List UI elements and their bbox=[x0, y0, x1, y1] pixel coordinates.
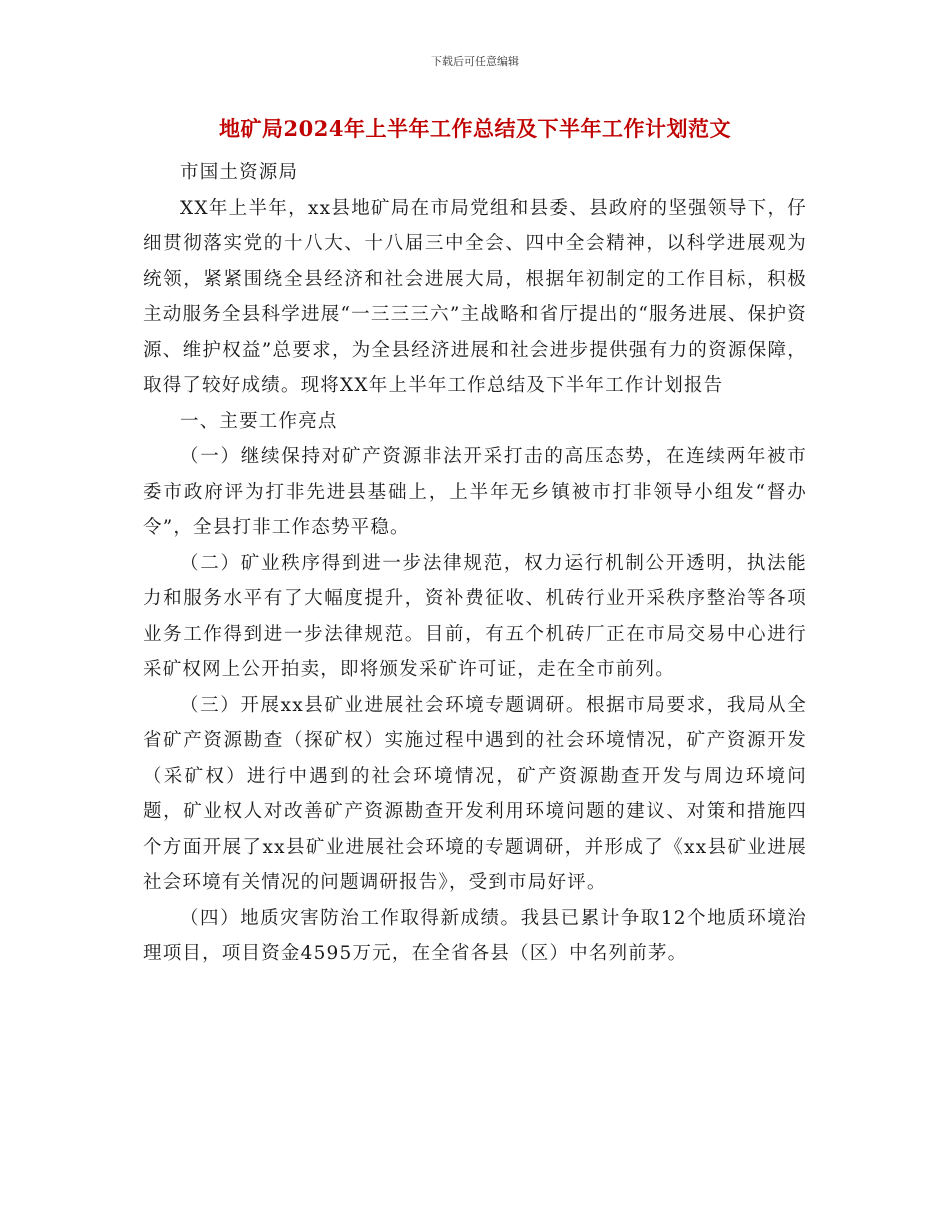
section-heading: 一、主要工作亮点 bbox=[180, 410, 338, 432]
paragraph-recipient: 市国土资源局 bbox=[180, 162, 299, 183]
document-title: 地矿局2024年上半年工作总结及下半年工作计划范文 bbox=[219, 116, 731, 141]
paragraph-item-4: （四）地质灾害防治工作取得新成绩。我县已累计争取12个地质环境治理项目，项目资金4595万元，在全省各县（区）中名列前茅。 bbox=[143, 907, 807, 964]
header-note: 下载后可任意编辑 bbox=[431, 55, 519, 68]
paragraph-item-3: （三）开展xx县矿业进展社会环境专题调研。根据市局要求，我局从全省矿产资源勘查（探矿权）实施过程中遇到的社会环境情况，矿产资源开发（采矿权）进行中遇到的社会环境情况，矿产资源勘查开发与周边环境问题，矿业权人对改善矿产资源勘查开发利用环境问题的建议、对策和措施四个方面开展了xx县矿业进展社会环境的专题调研，并形成了《xx县矿业进展社会环境有关情况的问题调研报告》，受到市局好评。 bbox=[143, 694, 807, 893]
paragraph-item-2: （二）矿业秩序得到进一步法律规范，权力运行机制公开透明，执法能力和服务水平有了大幅度提升，资补费征收、机砖行业开采秩序整治等各项业务工作得到进一步法律规范。目前，有五个机砖厂正在市局交易中心进行采矿权网上公开拍卖，即将颁发采矿许可证，走在全市前列。 bbox=[143, 552, 807, 680]
document-body bbox=[143, 155, 807, 972]
paragraph-item-1: （一）继续保持对矿产资源非法开采打击的高压态势，在连续两年被市委市政府评为打非先进县基础上，上半年无乡镇被市打非领导小组发“督办令”，全县打非工作态势平稳。 bbox=[143, 446, 807, 538]
paragraph-intro: XX年上半年，xx县地矿局在市局党组和县委、县政府的坚强领导下，仔细贯彻落实党的十八大、十八届三中全会、四中全会精神，以科学进展观为统领，紧紧围绕全县经济和社会进展大局，根据年初制定的工作目标，积极主动服务全县科学进展“一三三三六”主战略和省厅提出的“服务进展、保护资源、维护权益”总要求，为全县经济进展和社会进步提供强有力的资源保障，取得了较好成绩。现将XX年上半年工作总结及下半年工作计划报告 bbox=[143, 197, 807, 396]
